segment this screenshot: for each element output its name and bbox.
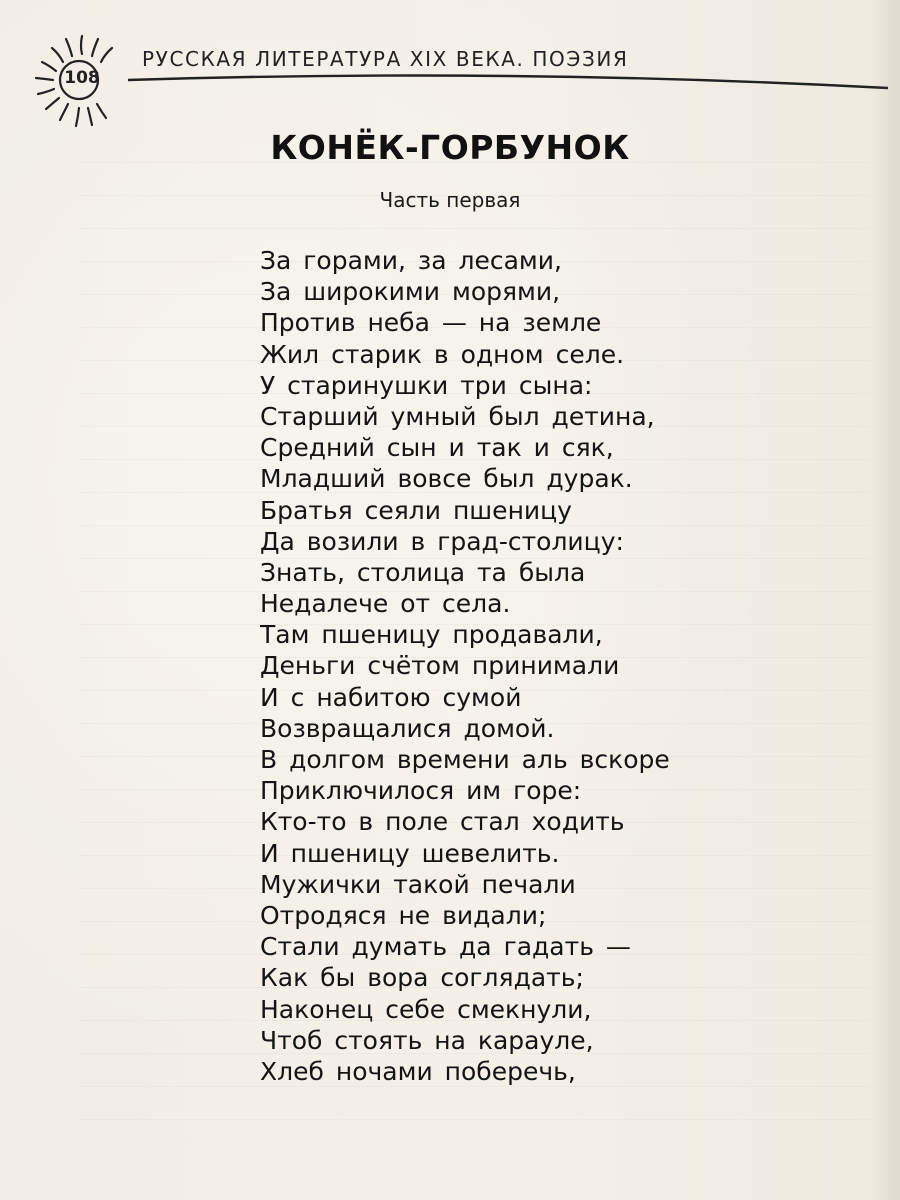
poem-line: Приключилося им горе: — [260, 776, 582, 806]
running-title: РУССКАЯ ЛИТЕРАТУРА XIX ВЕКА. ПОЭЗИЯ — [142, 47, 629, 71]
poem-line: За широкими морями, — [260, 277, 561, 307]
poem-line: Там пшеницу продавали, — [260, 620, 603, 650]
poem-line: Мужички такой печали — [260, 869, 576, 899]
poem-line: Жил старик в одном селе. — [260, 339, 625, 369]
poem-line: Стали думать да гадать — — [260, 932, 631, 962]
poem-line: Недалече от села. — [260, 589, 511, 619]
header-swoosh-rule — [128, 62, 888, 102]
poem-line: У старинушки три сына: — [260, 370, 593, 400]
page-number: 108 — [64, 68, 100, 88]
poem-title: КОНЁК-ГОРБУНОК — [270, 128, 630, 167]
poem-line: Возвращалися домой. — [260, 713, 555, 743]
poem-line: В долгом времени аль вскоре — [260, 745, 670, 774]
poem-line: Да возили в град-столицу: — [260, 526, 624, 556]
poem-line: Кто-то в поле стал ходить — [260, 807, 625, 837]
poem-line: Чтоб стоять на карауле, — [260, 1025, 594, 1055]
poem-line: Против неба — на земле — [260, 308, 602, 338]
binding-shadow — [870, 0, 900, 1200]
poem-line: Наконец себе смекнули, — [260, 994, 592, 1024]
poem-line: И пшеницу шевелить. — [260, 838, 560, 868]
poem-line: Средний сын и так и сяк, — [260, 433, 614, 463]
poem-line: И с набитою сумой — [260, 682, 522, 712]
poem-line: Хлеб ночами поберечь, — [260, 1056, 576, 1086]
bleed-line — [80, 1087, 870, 1120]
poem-line: За горами, за лесами, — [260, 246, 562, 275]
poem-line: Отродяся не видали; — [260, 900, 547, 930]
poem-line: Как бы вора соглядать; — [260, 963, 584, 993]
poem-line: Знать, столица та была — [260, 557, 586, 587]
poem-line: Младший вовсе был дурак. — [260, 464, 633, 494]
poem-subtitle: Часть первая — [379, 188, 521, 212]
poem-text — [260, 245, 670, 1087]
poem-line: Старший умный был детина, — [260, 401, 655, 431]
poem-line: Деньги счётом принимали — [260, 651, 620, 681]
poem-line: Братья сеяли пшеницу — [260, 495, 572, 525]
